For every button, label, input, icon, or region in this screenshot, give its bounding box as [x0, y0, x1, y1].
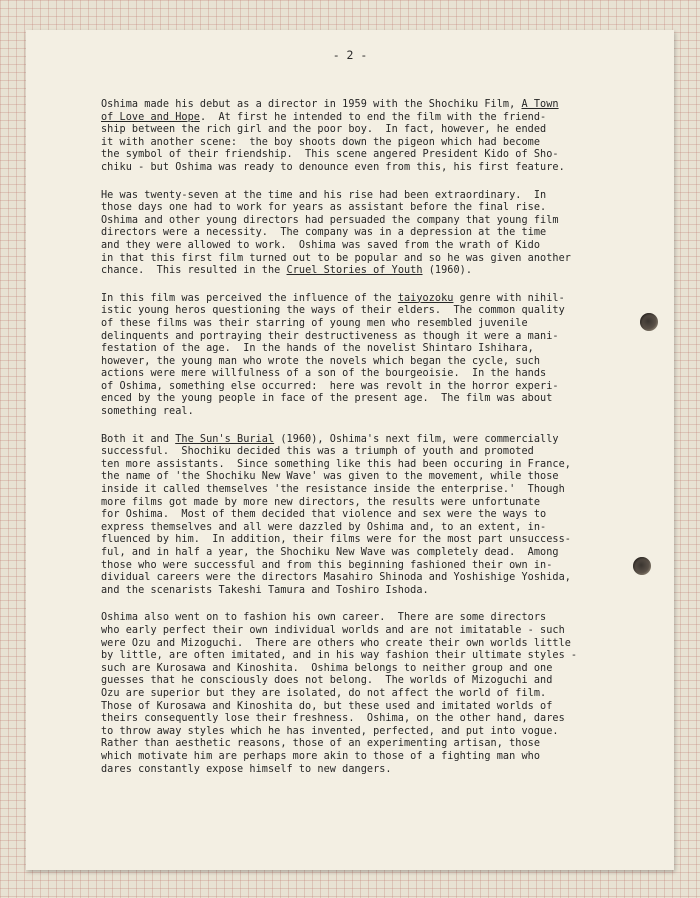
line-segment: dividual careers were the directors Masahiro Shinoda and Yoshishige Yoshida,: [101, 572, 571, 584]
line-segment: which motivate him are perhaps more akin to those of a fighting man who: [101, 750, 541, 762]
text-line: [101, 713, 621, 726]
text-line: [101, 688, 621, 701]
text-line: [101, 293, 621, 306]
line-segment: delinquents and portraying their destructiveness as though it were a mani-: [101, 330, 559, 342]
line-segment: inside it called themselves 'the resistance inside the enterprise.' Though: [101, 484, 565, 496]
text-line: [101, 137, 621, 150]
text-line: [101, 202, 621, 215]
text-line: [101, 381, 621, 394]
text-line: [101, 227, 621, 240]
underlined-title: taiyozoku: [397, 292, 454, 304]
line-segment: directors were a necessity. The company was in a depression at the time: [101, 227, 547, 239]
line-segment: . At first he intended to end the film with the friend-: [199, 111, 547, 123]
paragraph: [101, 293, 621, 419]
text-line: [101, 305, 621, 318]
text-line: [101, 393, 621, 406]
punch-hole: [640, 313, 658, 331]
text-line: [101, 522, 621, 535]
line-segment: fluenced by him. In addition, their films were for the most part unsuccess-: [101, 534, 571, 546]
line-segment: and they were allowed to work. Oshima was saved from the wrath of Kido: [101, 239, 541, 251]
text-line: [101, 215, 621, 228]
line-segment: were Ozu and Mizoguchi. There are others who create their own worlds little: [101, 637, 571, 649]
text-line: [101, 764, 621, 777]
punch-hole: [633, 557, 651, 575]
line-segment: actions were mere willfulness of a son of the bourgeoisie. In the hands: [101, 368, 547, 380]
text-line: [101, 701, 621, 714]
text-line: [101, 738, 621, 751]
line-segment: theirs consequently lose their freshness. Oshima, on the other hand, dares: [101, 713, 565, 725]
paragraph: [101, 99, 621, 175]
line-segment: successful. Shochiku decided this was a triumph of youth and promoted: [101, 446, 534, 458]
text-line: [101, 484, 621, 497]
line-segment: (1960), Oshima's next film, were commercially: [274, 433, 559, 445]
text-line: [101, 497, 621, 510]
text-line: [101, 406, 621, 419]
line-segment: chiku - but Oshima was ready to denounce even from this, his first feature.: [101, 161, 565, 173]
line-segment: it with another scene: the boy shoots down the pigeon which had become: [101, 136, 541, 148]
line-segment: who early perfect their own individual worlds and are not imitatable - such: [101, 624, 565, 636]
line-segment: those who were successful and from this beginning fashioned their own in-: [101, 559, 553, 571]
text-line: [101, 124, 621, 137]
line-segment: Rather than aesthetic reasons, those of an experimenting artisan, those: [101, 738, 541, 750]
text-line: [101, 726, 621, 739]
line-segment: and the scenarists Takeshi Tamura and Toshiro Ishoda.: [101, 584, 429, 596]
text-line: [101, 162, 621, 175]
paragraph: [101, 612, 621, 776]
line-segment: ten more assistants. Since something like this had been occuring in France,: [101, 458, 571, 470]
line-segment: genre with nihil-: [453, 292, 565, 304]
text-line: [101, 547, 621, 560]
line-segment: Oshima also went on to fashion his own career. There are some directors: [101, 612, 547, 624]
paragraph: [101, 434, 621, 598]
underlined-title: of Love and Hope: [101, 111, 200, 123]
underlined-title: The Sun's Burial: [175, 433, 275, 445]
text-line: [101, 585, 621, 598]
document-page: [26, 30, 674, 870]
text-line: [101, 356, 621, 369]
text-line: [101, 675, 621, 688]
text-line: [101, 751, 621, 764]
text-line: [101, 471, 621, 484]
line-segment: the name of 'the Shochiku New Wave' was given to the movement, while those: [101, 471, 559, 483]
line-segment: ship between the rich girl and the poor boy. In fact, however, he ended: [101, 124, 547, 136]
line-segment: istic young heros questioning the ways of their elders. The common quality: [101, 305, 565, 317]
text-line: [101, 650, 621, 663]
line-segment: of Oshima, something else occurred: here was revolt in the horror experi-: [101, 380, 559, 392]
text-line: [101, 190, 621, 203]
line-segment: Ozu are superior but they are isolated, do not affect the world of film.: [101, 687, 547, 699]
text-line: [101, 612, 621, 625]
text-line: [101, 434, 621, 447]
page-number: - 2 -: [332, 48, 368, 62]
line-segment: such are Kurosawa and Kinoshita. Oshima belongs to neither group and one: [101, 662, 553, 674]
line-segment: however, the young man who wrote the novels which began the cycle, such: [101, 355, 541, 367]
body-text: [101, 99, 621, 791]
line-segment: dares constantly expose himself to new dangers.: [101, 763, 392, 775]
text-line: [101, 534, 621, 547]
line-segment: guesses that he consciously does not belong. The worlds of Mizoguchi and: [101, 675, 553, 687]
text-line: [101, 625, 621, 638]
line-segment: chance. This resulted in the: [101, 265, 287, 277]
text-line: [101, 318, 621, 331]
text-line: [101, 560, 621, 573]
underlined-title: A Town: [521, 99, 559, 110]
text-line: [101, 265, 621, 278]
line-segment: those days one had to work for years as assistant before the final rise.: [101, 202, 547, 214]
text-line: [101, 509, 621, 522]
line-segment: of these films was their starring of young men who resembled juvenile: [101, 317, 528, 329]
text-line: [101, 99, 621, 112]
line-segment: In this film was perceived the influence of the: [101, 292, 398, 304]
text-line: [101, 240, 621, 253]
line-segment: festation of the age. In the hands of the novelist Shintaro Ishihara,: [101, 343, 534, 355]
line-segment: to throw away styles which he has invented, perfected, and put into vogue.: [101, 725, 559, 737]
line-segment: Oshima and other young directors had persuaded the company that young film: [101, 214, 559, 226]
line-segment: ful, and in half a year, the Shochiku New Wave was completely dead. Among: [101, 547, 559, 558]
line-segment: Those of Kurosawa and Kinoshita do, but these used and imitated worlds of: [101, 700, 553, 712]
line-segment: the symbol of their friendship. This scene angered President Kido of Sho-: [101, 149, 559, 161]
text-line: [101, 149, 621, 162]
line-segment: something real.: [101, 406, 194, 418]
text-line: [101, 446, 621, 459]
text-line: [101, 368, 621, 381]
line-segment: more films got made by more new directors, the results were unfortunate: [101, 496, 541, 508]
line-segment: in that this first film turned out to be popular and so he was given another: [101, 252, 571, 264]
text-line: [101, 663, 621, 676]
underlined-title: Cruel Stories of Youth: [286, 265, 423, 277]
line-segment: Oshima made his debut as a director in 1959 with the Shochiku Film,: [101, 99, 522, 110]
paragraph: [101, 190, 621, 278]
text-line: [101, 253, 621, 266]
line-segment: (1960).: [422, 265, 473, 277]
text-line: [101, 331, 621, 344]
line-segment: enced by the young people in face of the present age. The film was about: [101, 393, 553, 405]
line-segment: He was twenty-seven at the time and his rise had been extraordinary. In: [101, 189, 547, 201]
line-segment: by little, are often imitated, and in his way fashion their ultimate styles -: [101, 650, 578, 662]
text-line: [101, 638, 621, 651]
text-line: [101, 112, 621, 125]
line-segment: express themselves and all were dazzled by Oshima and, to an extent, in-: [101, 521, 547, 533]
line-segment: for Oshima. Most of them decided that violence and sex were the ways to: [101, 509, 547, 521]
line-segment: Both it and: [101, 433, 176, 445]
text-line: [101, 572, 621, 585]
text-line: [101, 343, 621, 356]
text-line: [101, 459, 621, 472]
